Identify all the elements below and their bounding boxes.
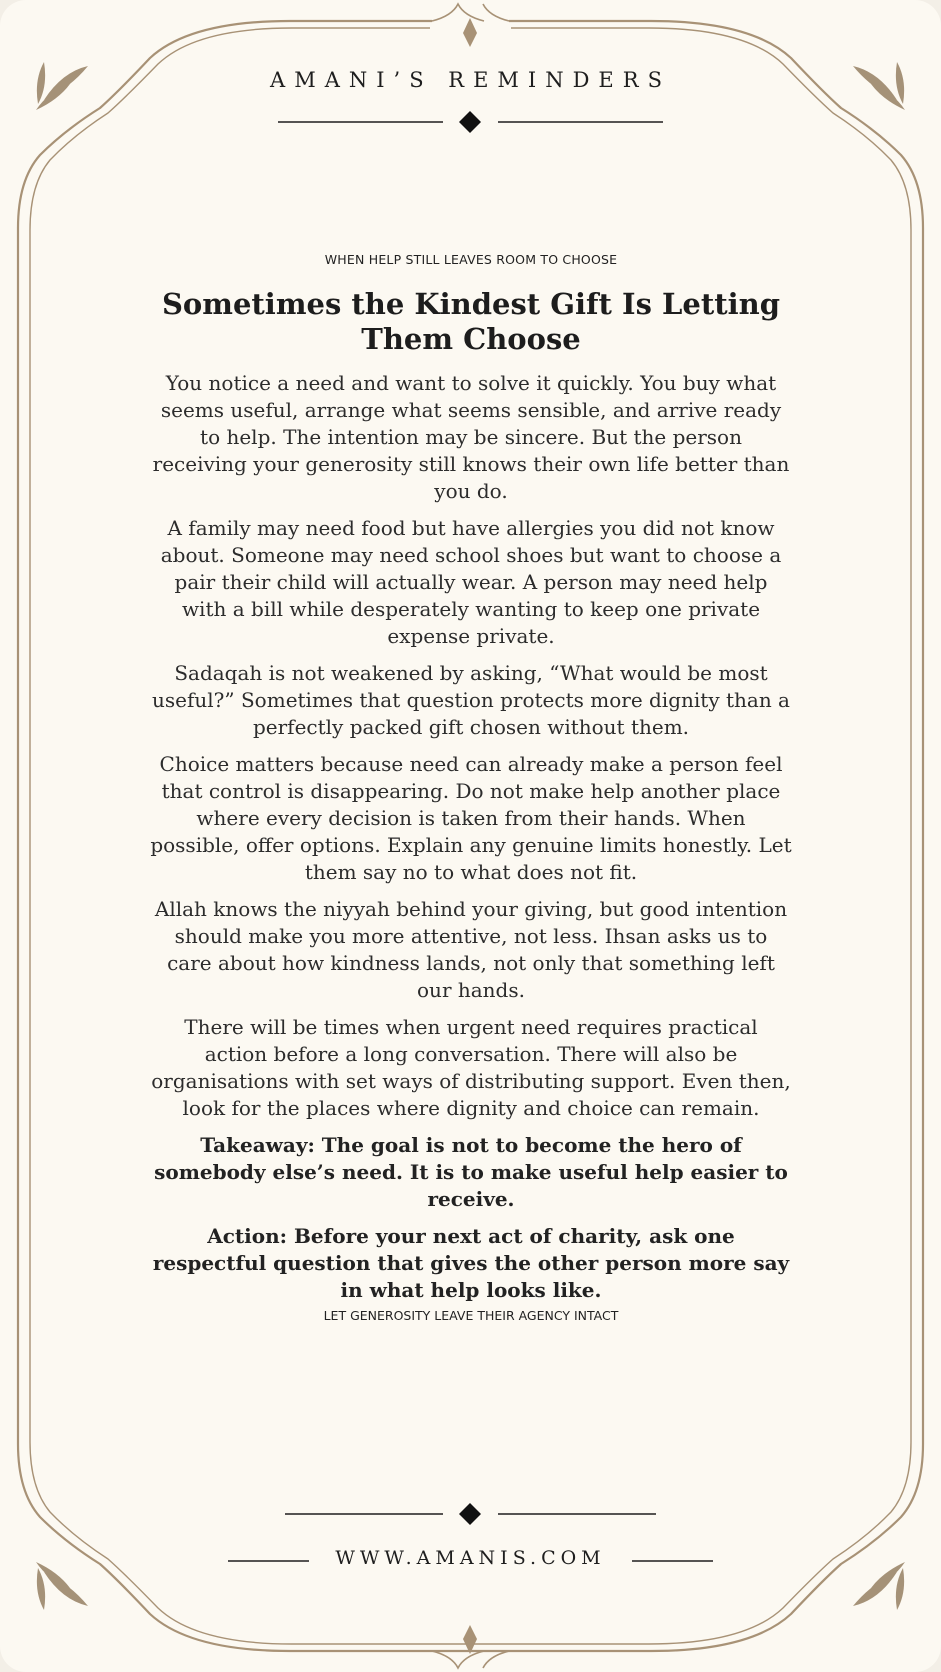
article-paragraph: You notice a need and want to solve it quickly. You buy what seems useful, arrange what seems sensible, and arrive ready to help. The intention may be sincere. But the person receiving your generosity still knows their own life better than you do. (152, 371, 790, 503)
corner-flourish-bottom-left (36, 1562, 88, 1610)
action-text: Action: Before your next act of charity, ask one respectful question that gives the other person more say in what help looks like. (152, 1224, 790, 1302)
article-paragraph: Sadaqah is not weakened by asking, “What would be most useful?” Sometimes that question protects more dignity than a perfectly packed gift chosen without them. (152, 661, 790, 739)
article-kicker: WHEN HELP STILL LEAVES ROOM TO CHOOSE (324, 252, 618, 267)
corner-flourish-bottom-right (853, 1562, 905, 1610)
article-paragraph: There will be times when urgent need requires practical action before a long conversation. There will also be organisations with set ways of distributing support. Even then, look for the places where dignity and choice can remain. (151, 1015, 791, 1120)
article-paragraph: Allah knows the niyyah behind your giving, but good intention should make you more attentive, not less. Ihsan asks us to care about how kindness lands, not only that something left our hands. (154, 897, 788, 1002)
article-paragraph: A family may need food but have allergies you did not know about. Someone may need school shoes but want to choose a pair their child will actually wear. A person may need help with a bill while desperately wanting to keep one private expense private. (160, 516, 782, 648)
takeaway-text: Takeaway: The goal is not to become the hero of somebody else’s need. It is to make useful help easier to receive. (154, 1133, 788, 1211)
footer-divider (285, 1503, 656, 1525)
header-divider (278, 111, 663, 133)
article-signoff: LET GENEROSITY LEAVE THEIR AGENCY INTACT (323, 1308, 619, 1323)
website-url: WWW.AMANIS.COM (335, 1547, 606, 1569)
article-body (150, 252, 792, 1323)
article-paragraph: Choice matters because need can already make a person feel that control is disappearing. Do not make help another place where every decision is taken from their hands. When possible, offer options. Explain any genuine limits honestly. Let them say no to what does not fit. (150, 752, 792, 884)
brand-title: AMANI’S REMINDERS (270, 68, 671, 92)
article-title: Sometimes the Kindest Gift Is Letting Them Choose (161, 287, 781, 356)
